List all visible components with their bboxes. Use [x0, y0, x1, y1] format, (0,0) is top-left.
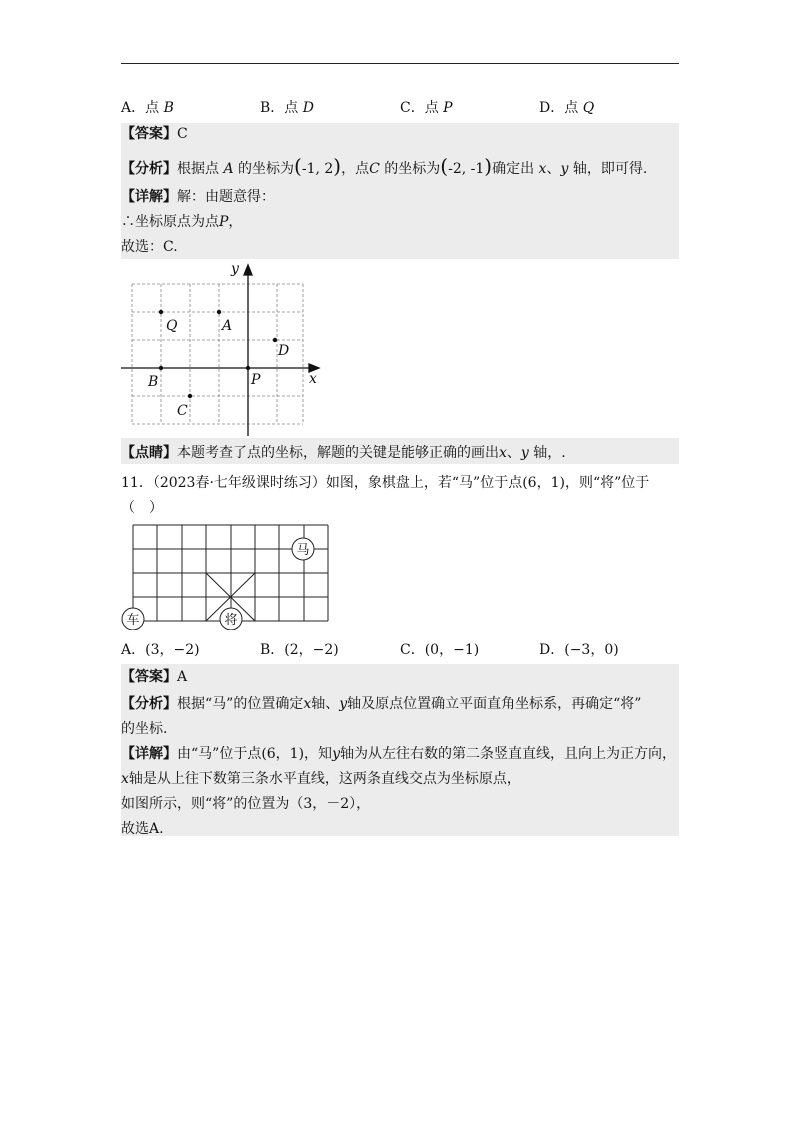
- svg-text:马: 马: [296, 543, 310, 558]
- q11-option-a: A．(3，−2): [121, 642, 200, 658]
- q11-option-c: C．(0，−1): [400, 642, 480, 658]
- q10-detail-line2: ∴坐标原点为点P，: [121, 214, 243, 230]
- point-d: [273, 338, 277, 342]
- piece-general: [220, 608, 242, 630]
- point-q: [159, 310, 163, 314]
- q10-option-d: D．点 Q: [539, 100, 595, 116]
- q11-option-d: D．(−3，0): [539, 642, 619, 658]
- point-p: [246, 366, 250, 370]
- label-c: C: [177, 403, 188, 419]
- label-y: y: [231, 261, 239, 277]
- label-x: x: [309, 371, 317, 387]
- q10-detail-line3: 故选：C.: [121, 239, 178, 255]
- q10-option-b: B．点 D: [260, 100, 314, 116]
- piece-horse: [292, 538, 314, 560]
- point-a: [217, 310, 221, 314]
- svg-text:车: 车: [126, 613, 140, 628]
- q10-analysis: 【分析】根据点 A 的坐标为(-1, 2)，点C 的坐标为(-2, -1)确定出 x、y 轴，即可得.: [121, 154, 648, 178]
- q11-analysis-line2: 的坐标.: [121, 721, 168, 737]
- label-q: Q: [166, 318, 178, 334]
- q10-answer: 【答案】C: [121, 126, 188, 142]
- q11-detail: 【详解】由“马”位于点(6，1)，知y轴为从左往右数的第二条竖直直线，且向上为正方向，: [121, 746, 676, 762]
- q11-detail-line2: x轴是从上往下数第三条水平直线，这两条直线交点为坐标原点，: [121, 771, 521, 787]
- point-c: [188, 394, 192, 398]
- q10-coordinate-figure: [121, 259, 324, 438]
- label-p: P: [251, 372, 261, 388]
- piece-chariot: [122, 608, 144, 630]
- q11-analysis: 【分析】根据“马”的位置确定x轴、y轴及原点位置确立平面直角坐标系，再确定“将”: [121, 696, 642, 712]
- q11-option-b: B．(2，−2): [260, 642, 339, 658]
- q11-stem: 11．（2023春·七年级课时练习）如图，象棋盘上，若“马”位于点(6，1)，则“将”位于: [121, 475, 650, 491]
- q10-option-c: C．点 P: [400, 100, 453, 116]
- q11-chessboard-figure: [121, 522, 331, 630]
- header-rule: [121, 63, 679, 64]
- q10-detail: 【详解】解：由题意得：: [121, 189, 275, 205]
- q10-option-a: A．点 B: [121, 100, 174, 116]
- q11-detail-line4: 故选A.: [121, 821, 164, 837]
- label-d: D: [278, 343, 290, 359]
- label-b: B: [148, 374, 159, 390]
- q11-answer: 【答案】A: [121, 669, 188, 685]
- q10-comment: 【点睛】本题考查了点的坐标，解题的关键是能够正确的画出x、y 轴，.: [121, 445, 566, 461]
- label-a: A: [222, 318, 233, 334]
- point-b: [159, 366, 163, 370]
- q11-detail-line3: 如图所示，则“将”的位置为（3，－2），: [121, 796, 371, 812]
- q11-stem-bracket: （ ）: [121, 500, 163, 516]
- svg-text:将: 将: [224, 613, 238, 628]
